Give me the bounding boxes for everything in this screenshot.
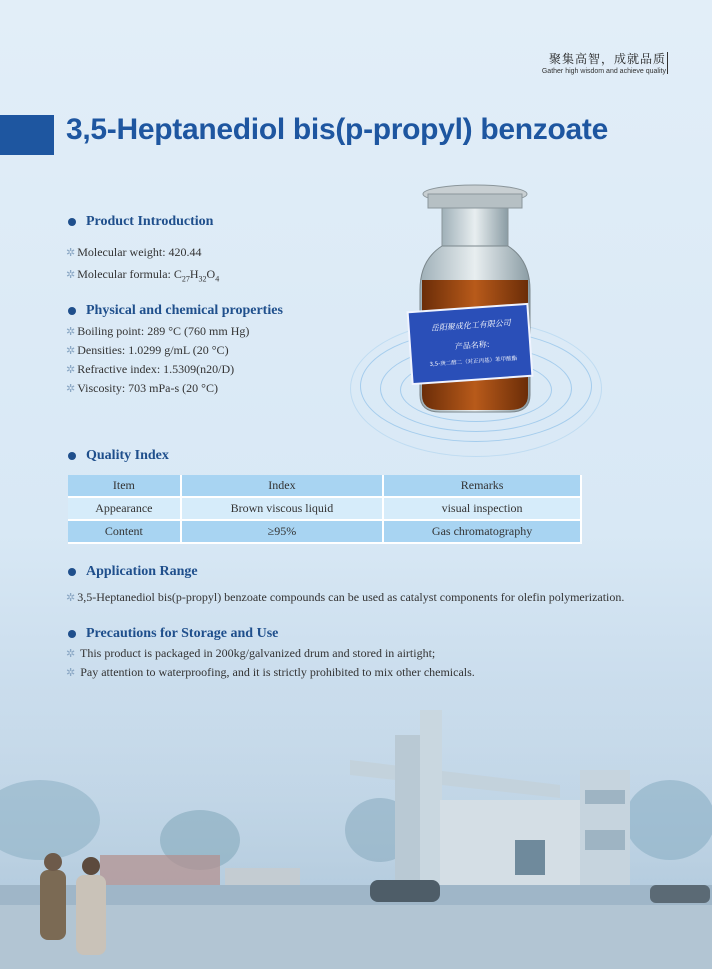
application-heading: Application Range <box>86 564 198 579</box>
molecular-weight <box>66 245 202 260</box>
property-text: Viscosity: 703 mPa-s (20 °C) <box>77 381 218 395</box>
property-text: Densities: 1.0299 g/mL (20 °C) <box>77 343 229 357</box>
table-cell: visual inspection <box>383 497 581 520</box>
table-row <box>68 497 581 520</box>
table-header-row <box>68 475 581 497</box>
column-header: Remarks <box>383 475 581 497</box>
property-item <box>66 343 229 358</box>
table-cell: Appearance <box>68 497 181 520</box>
section-heading-precautions <box>68 626 278 642</box>
quality-index-table <box>68 475 582 544</box>
section-heading-product-intro <box>68 214 213 230</box>
flower-bullet-icon: ✲ <box>66 269 76 281</box>
formula-subscript: 32 <box>198 274 207 284</box>
table-row <box>68 520 581 543</box>
property-text: Refractive index: 1.5309(n20/D) <box>77 362 235 376</box>
table-cell: Brown viscous liquid <box>181 497 383 520</box>
flower-bullet-icon: ✲ <box>66 345 76 357</box>
column-header: Item <box>68 475 181 497</box>
property-item <box>66 324 249 339</box>
bullet-dot-icon <box>68 307 76 315</box>
property-item <box>66 362 234 377</box>
bottle-label <box>415 316 530 369</box>
precaution-item <box>66 646 435 661</box>
table-cell: Gas chromatography <box>383 520 581 543</box>
title-accent-block <box>0 115 54 155</box>
flower-bullet-icon: ✲ <box>66 364 76 376</box>
flower-bullet-icon: ✲ <box>66 648 76 660</box>
precaution-item <box>66 665 475 680</box>
label-product-name: 3,5-庚二醇二（对正丙基）苯甲酸酯 <box>429 355 518 369</box>
page-title: 3,5-Heptanediol bis(p-propyl) benzoate <box>66 113 608 146</box>
label-company: 岳阳聚成化工有限公司 <box>430 318 512 333</box>
column-header: Index <box>181 475 383 497</box>
bullet-dot-icon <box>68 218 76 226</box>
flower-bullet-icon: ✲ <box>66 667 76 679</box>
application-text: 3,5-Heptanediol bis(p-propyl) benzoate compounds can be used as catalyst components for olefin polymerization. <box>77 590 625 604</box>
application-text-line <box>66 590 624 605</box>
factory-building-background <box>0 690 712 969</box>
bullet-dot-icon <box>68 568 76 576</box>
bullet-dot-icon <box>68 630 76 638</box>
formula-subscript: 4 <box>215 274 220 284</box>
molecular-weight-text: Molecular weight: 420.44 <box>77 245 202 259</box>
section-heading-quality <box>68 448 169 464</box>
quality-heading: Quality Index <box>86 448 169 463</box>
formula-element: C <box>173 267 182 281</box>
formula-element: O <box>206 267 216 281</box>
section-heading-application <box>68 564 198 580</box>
molecular-formula <box>66 267 219 283</box>
product-bottle-image <box>350 180 600 460</box>
table-cell: Content <box>68 520 181 543</box>
precautions-heading: Precautions for Storage and Use <box>86 626 279 641</box>
flower-bullet-icon: ✲ <box>66 592 76 604</box>
slogan-chinese: 聚集高智，成就品质 <box>548 52 666 66</box>
slogan-english: Gather high wisdom and achieve quality <box>541 68 666 75</box>
flower-bullet-icon: ✲ <box>66 383 76 395</box>
bullet-dot-icon <box>68 452 76 460</box>
properties-heading: Physical and chemical properties <box>86 303 283 318</box>
precaution-text: Pay attention to waterproofing, and it is strictly prohibited to mix other chemicals. <box>80 665 475 679</box>
flower-bullet-icon: ✲ <box>66 247 76 259</box>
formula-subscript: 27 <box>181 274 190 284</box>
header-slogan <box>542 50 666 75</box>
property-text: Boiling point: 289 °C (760 mm Hg) <box>77 324 250 338</box>
section-heading-properties <box>68 303 283 319</box>
slogan-divider <box>667 52 668 74</box>
formula-label: Molecular formula: <box>77 267 174 281</box>
precaution-text: This product is packaged in 200kg/galvanized drum and stored in airtight; <box>80 646 436 660</box>
formula-element: H <box>189 267 199 281</box>
label-product-title: 产品名称: <box>454 339 490 352</box>
flower-bullet-icon: ✲ <box>66 326 76 338</box>
property-item <box>66 381 218 396</box>
product-intro-heading: Product Introduction <box>86 214 214 229</box>
table-cell: ≥95% <box>181 520 383 543</box>
